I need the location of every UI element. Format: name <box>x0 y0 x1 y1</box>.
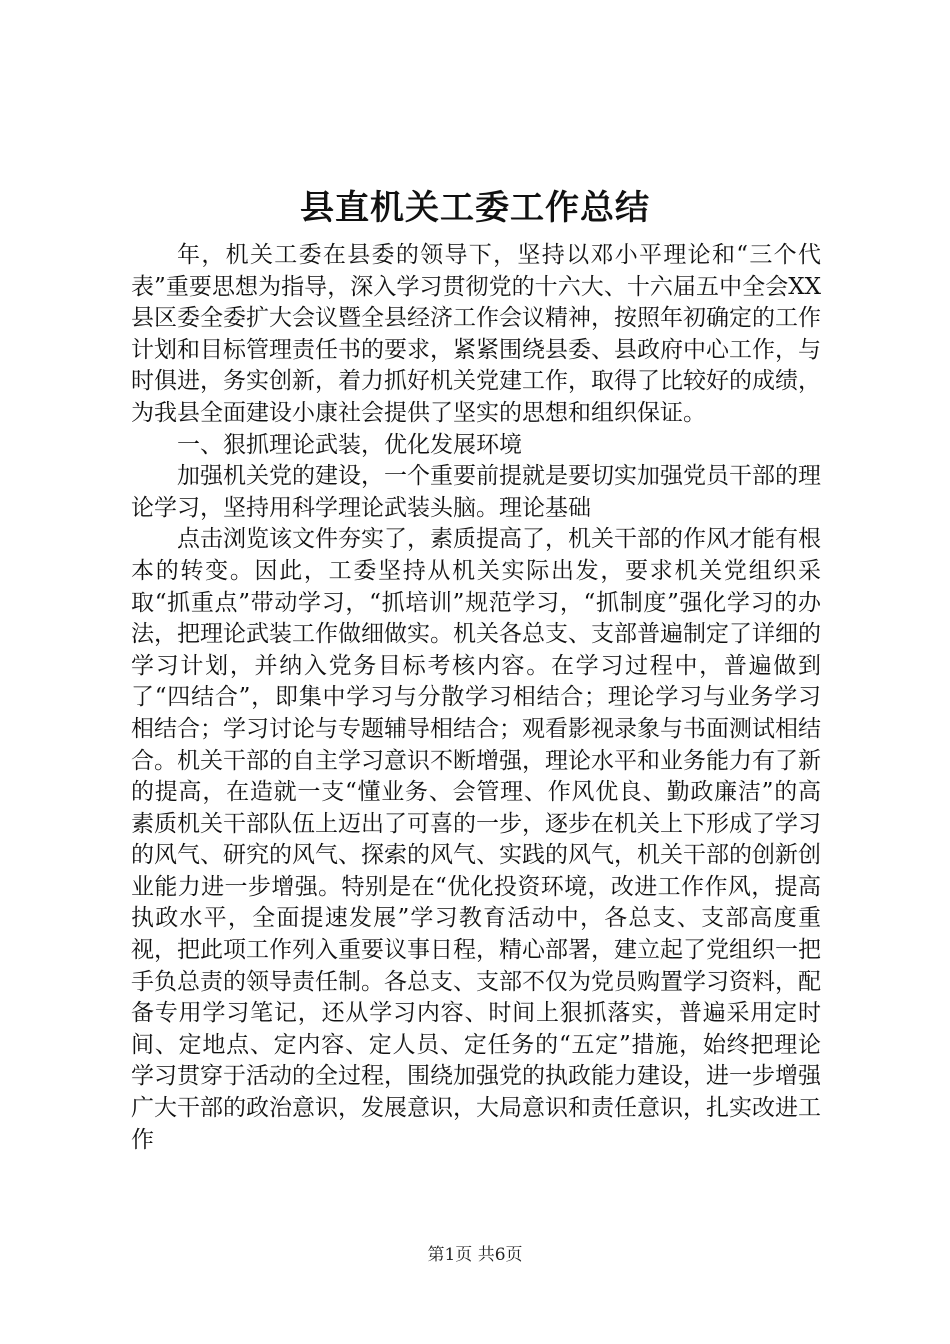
document-title: 县直机关工委工作总结 <box>300 188 650 228</box>
paragraph-theory-study: 加强机关党的建设，一个重要前提就是要切实加强党员干部的理论学习，坚持用科学理论武装头脑。理论基础 <box>131 463 821 521</box>
paragraph-main-body: 点击浏览该文件夯实了，素质提高了，机关干部的作风才能有根本的转变。因此，工委坚持从机关实际出发，要求机关党组织采取“抓重点”带动学习，“抓培训”规范学习，“抓制度”强化学习的办法，把理论武装工作做细做实。机关各总支、支部普遍制定了详细的学习计划，并纳入党务目标考核内容。在学习过程中，普遍做到了“四结合”，即集中学习与分散学习相结合；理论学习与业务学习相结合；学习讨论与专题辅导相结合；观看影视录象与书面测试相结合。机关干部的自主学习意识不断增强，理论水平和业务能力有了新的提高，在造就一支“懂业务、会管理、作风优良、勤政廉洁”的高素质机关干部队伍上迈出了可喜的一步，逐步在机关上下形成了学习的风气、研究的风气、探索的风气、实践的风气，机关干部的创新创业能力进一步增强。特别是在“优化投资环境，改进工作作风，提高执政水平，全面提速发展”学习教育活动中，各总支、支部高度重视，把此项工作列入重要议事日程，精心部署，建立起了党组织一把手负总责的领导责任制。各总支、支部不仅为党员购置学习资料，配备专用学习笔记，还从学习内容、时间上狠抓落实，普遍采用定时间、定地点、定内容、定人员、定任务的“五定”措施，始终把理论学习贯穿于活动的全过程，围绕加强党的执政能力建设，进一步增强广大干部的政治意识，发展意识，大局意识和责任意识，扎实改进工作 <box>131 526 821 1153</box>
section-heading-1: 一、狠抓理论武装，优化发展环境 <box>177 431 522 458</box>
document-body <box>131 240 821 1156</box>
paragraph-intro: 年，机关工委在县委的领导下，坚持以邓小平理论和“三个代表”重要思想为指导，深入学习贯彻党的十六大、十六届五中全会XX县区委全委扩大会议暨全县经济工作会议精神，按照年初确定的工作计划和目标管理责任书的要求，紧紧围绕县委、县政府中心工作，与时俱进，务实创新，着力抓好机关党建工作，取得了比较好的成绩，为我县全面建设小康社会提供了坚实的思想和组织保证。 <box>131 242 821 426</box>
page-number-footer: 第1页 共6页 <box>427 1245 523 1265</box>
